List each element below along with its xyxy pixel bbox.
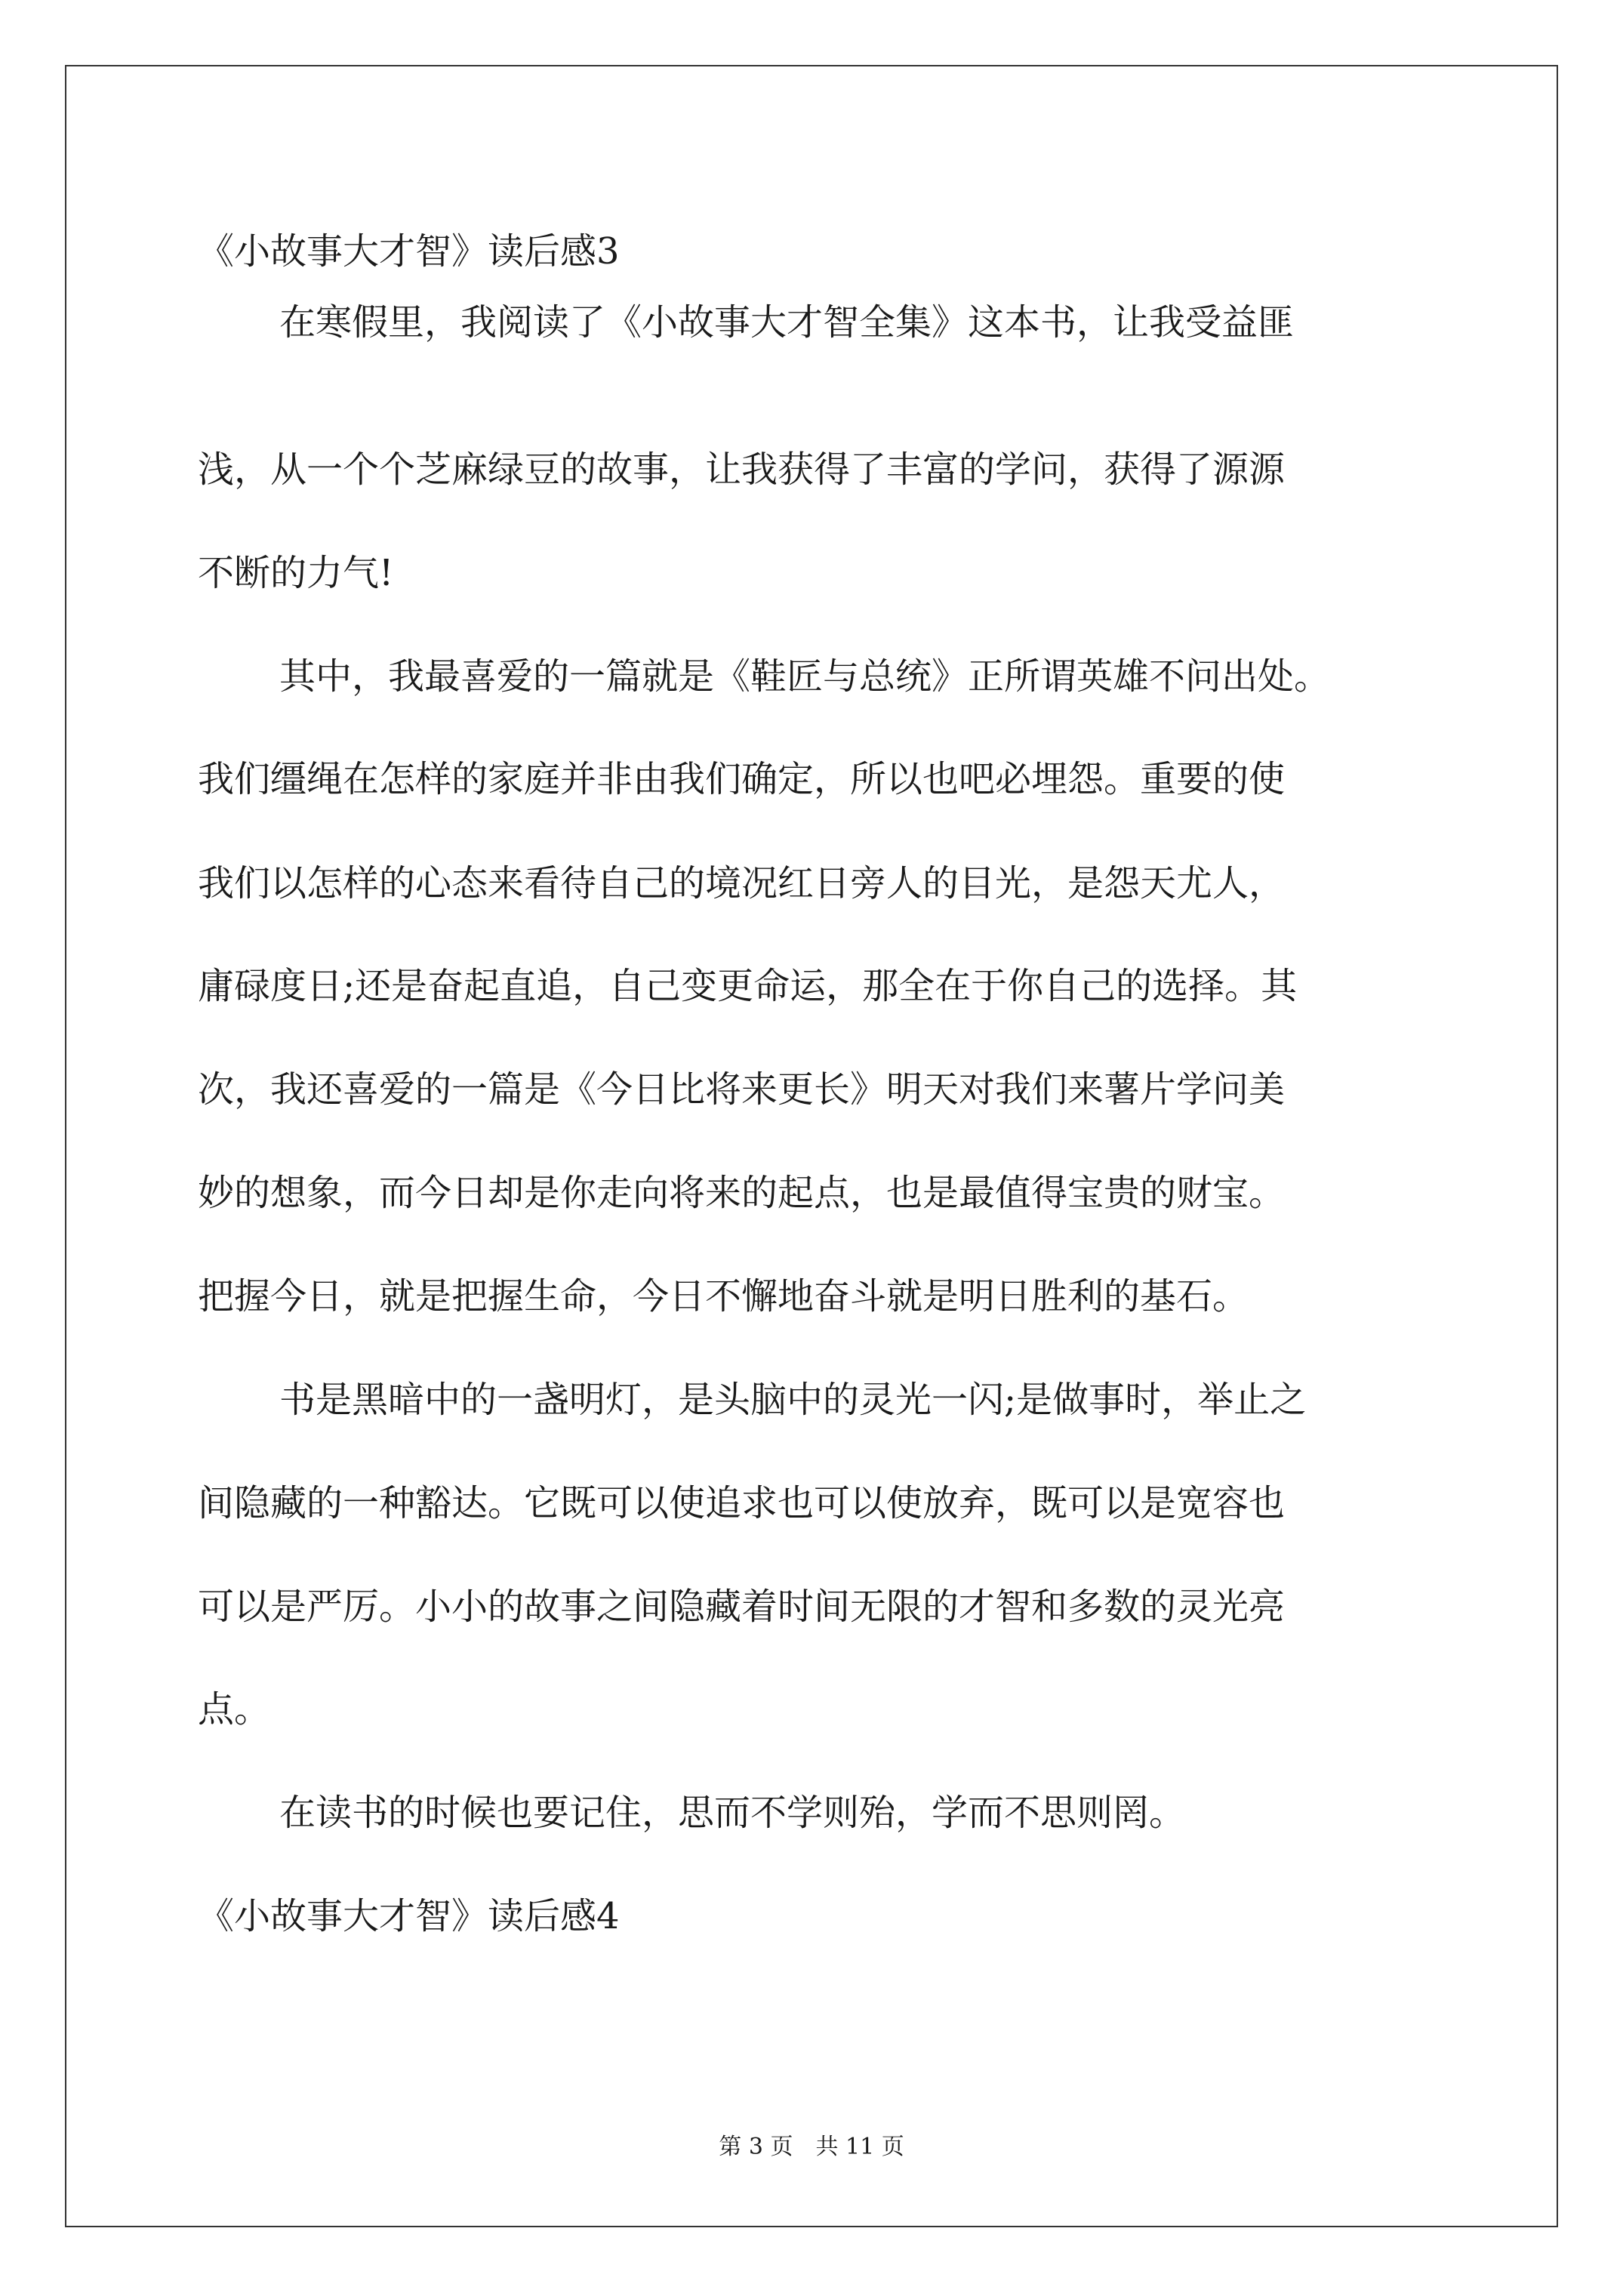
paragraph-line: 书是黑暗中的一盏明灯，是头脑中的灵光一闪;是做事时，举止之 bbox=[279, 1379, 1307, 1421]
paragraph-line: 点。 bbox=[198, 1688, 271, 1730]
paragraph-line: 在读书的时候也要记住，思而不学则殆，学而不思则罔。 bbox=[279, 1792, 1186, 1834]
page-number: 第 3 页 共 11 页 bbox=[719, 2134, 904, 2160]
paragraph-line: 浅，从一个个芝麻绿豆的故事，让我获得了丰富的学问，获得了源源 bbox=[198, 448, 1286, 491]
section-heading: 《小故事大才智》读后感3 bbox=[198, 230, 620, 273]
section-heading: 《小故事大才智》读后感4 bbox=[198, 1895, 620, 1937]
paragraph-line: 把握今日，就是把握生命，今日不懈地奋斗就是明日胜利的基石。 bbox=[198, 1275, 1249, 1318]
paragraph-line: 其中，我最喜爱的一篇就是《鞋匠与总统》正所谓英雄不问出处。 bbox=[279, 655, 1331, 698]
paragraph-line: 次，我还喜爱的一篇是《今日比将来更长》明天对我们来薯片学问美 bbox=[198, 1068, 1286, 1111]
paragraph-line: 我们缰绳在怎样的家庭并非由我们确定，所以也吧必埋怨。重要的使 bbox=[198, 758, 1286, 800]
paragraph-line: 可以是严厉。小小的故事之间隐藏着时间无限的才智和多数的灵光亮 bbox=[198, 1586, 1286, 1628]
paragraph-line: 不断的力气! bbox=[198, 552, 394, 594]
paragraph-line: 我们以怎样的心态来看待自己的境况红日旁人的目光，是怨天尤人， bbox=[198, 862, 1286, 905]
paragraph-line: 间隐藏的一种豁达。它既可以使追求也可以使放弃，既可以是宽容也 bbox=[198, 1482, 1286, 1524]
paragraph-line: 庸碌度日;还是奋起直追，自己变更命运，那全在于你自己的选择。其 bbox=[198, 965, 1298, 1007]
paragraph-line: 妙的想象，而今日却是你走向将来的起点，也是最值得宝贵的财宝。 bbox=[198, 1172, 1286, 1214]
paragraph-line: 在寒假里，我阅读了《小故事大才智全集》这本书，让我受益匪 bbox=[279, 301, 1295, 344]
